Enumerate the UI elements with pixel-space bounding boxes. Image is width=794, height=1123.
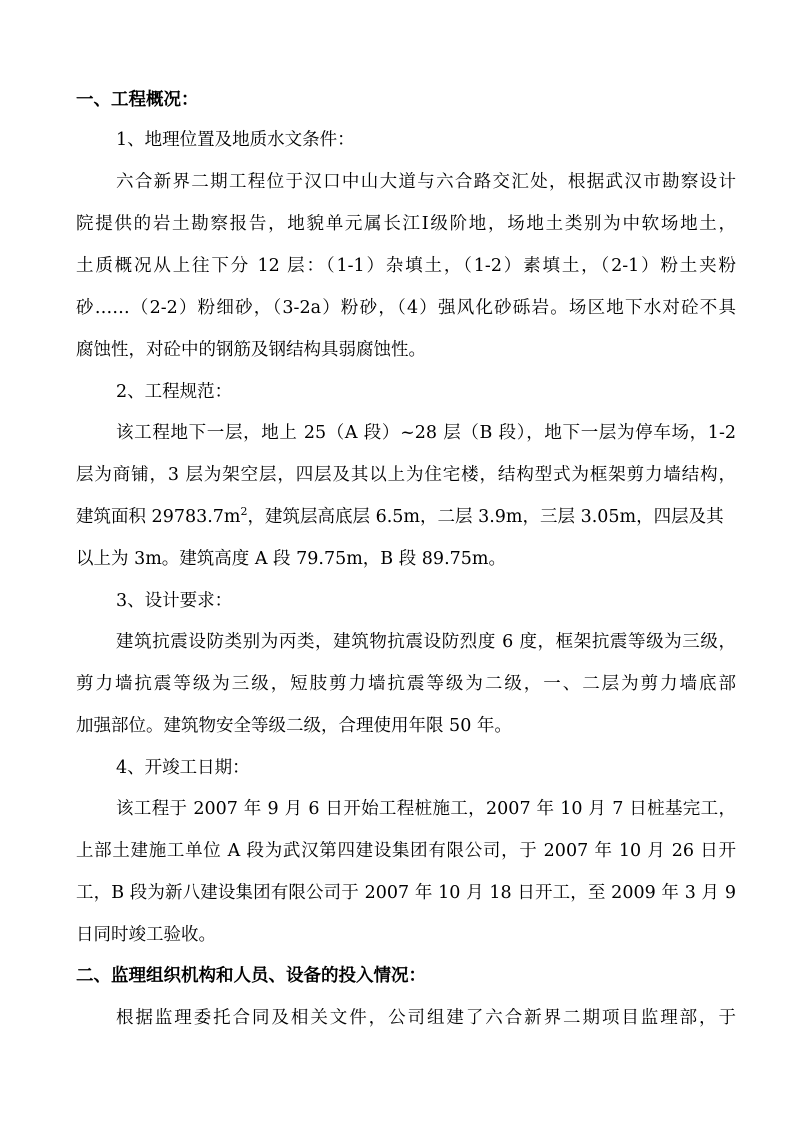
- sub1-title: 1、地理位置及地质水文条件：: [116, 130, 355, 150]
- sub1-line-2: 院提供的岩土勘察报告，地貌单元属长江Ⅰ级阶地，场地土类别为中软场地土，: [76, 214, 736, 234]
- sub4-line-3: 工，B 段为新八建设集团有限公司于 2007 年 10 月 18 日开工，至 2009 年 3 月 9: [76, 883, 736, 903]
- sub4-title: 4、开竣工日期：: [116, 758, 250, 778]
- sub1-line-5: 腐蚀性，对砼中的钢筋及钢结构具弱腐蚀性。: [76, 340, 426, 360]
- sub1-line-1: 六合新界二期工程位于汉口中山大道与六合路交汇处，根据武汉市勘察设计: [116, 172, 736, 192]
- sub1-line-4: 砂……（2-2）粉细砂，（3-2a）粉砂，（4）强风化砂砾岩。场区地下水对砼不具: [76, 298, 736, 318]
- sub2-line-4: 以上为 3m。建筑高度 A 段 79.75m，B 段 89.75m。: [76, 549, 506, 569]
- sub4-line-2: 上部土建施工单位 A 段为武汉第四建设集团有限公司，于 2007 年 10 月 26 日开: [76, 841, 736, 861]
- sub4-line-1: 该工程于 2007 年 9 月 6 日开始工程桩施工，2007 年 10 月 7 日桩基完工，: [116, 799, 736, 819]
- sub3-line-1: 建筑抗震设防类别为丙类，建筑物抗震设防烈度 6 度，框架抗震等级为三级，: [116, 632, 736, 652]
- sub3-title: 3、设计要求：: [116, 591, 233, 611]
- section1-heading: 一、工程概况：: [76, 90, 199, 110]
- sub2-line-1: 该工程地下一层，地上 25（A 段）~28 层（B 段），地下一层为停车场，1-2: [116, 423, 736, 443]
- sub4-line-4: 日同时竣工验收。: [76, 925, 216, 945]
- sub2-area-superscript: 2: [240, 505, 248, 519]
- sub2-area-text-b: ，建筑层高底层 6.5m，二层 3.9m，三层 3.05m，四层及其: [247, 507, 724, 527]
- section2-line-1: 根据监理委托合同及相关文件，公司组建了六合新界二期项目监理部，于: [116, 1008, 736, 1028]
- sub3-line-2: 剪力墙抗震等级为三级，短肢剪力墙抗震等级为二级，一、二层为剪力墙底部: [76, 674, 736, 694]
- section2-heading: 二、监理组织机构和人员、设备的投入情况：: [76, 966, 426, 986]
- sub2-line-3: [76, 505, 736, 529]
- sub2-title: 2、工程规范：: [116, 382, 233, 402]
- sub2-line-2: 层为商铺，3 层为架空层，四层及其以上为住宅楼，结构型式为框架剪力墙结构，: [76, 465, 736, 485]
- sub1-line-3: 土质概况从上往下分 12 层：（1-1）杂填土，（1-2）素填土，（2-1）粉土夹粉: [76, 256, 736, 276]
- sub2-area-text-a: 建筑面积 29783.7m: [76, 507, 241, 527]
- sub3-line-3: 加强部位。建筑物安全等级二级，合理使用年限 50 年。: [76, 716, 512, 736]
